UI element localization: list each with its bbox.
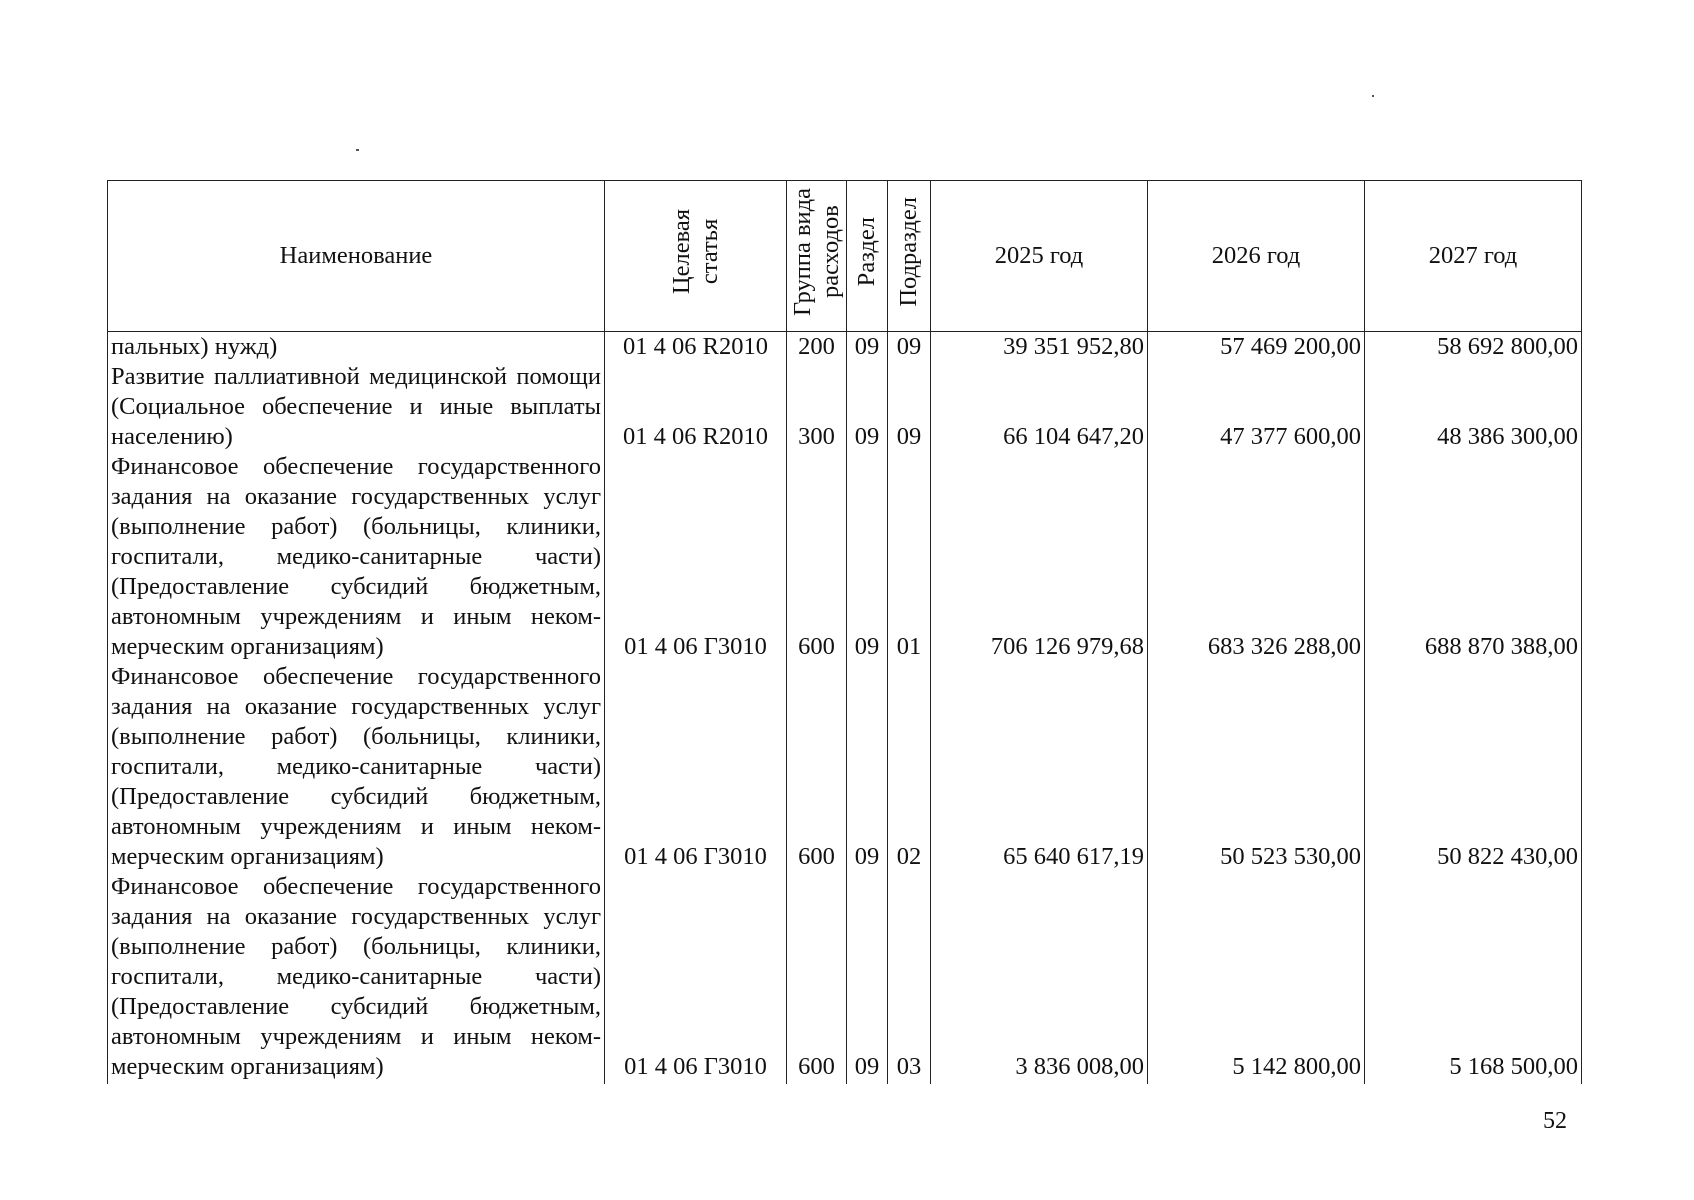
row-name: Финансовое обеспечение государственного задания на оказание государственных услуг (выполнение работ) (больницы, клиники, госпитали, медико-санитарные части) (Предоставление субсидий бюджетным, автономным учреждениям и иным некоммерческим организациям)	[108, 872, 605, 1084]
row-amount-2027: 688 870 388,00	[1365, 452, 1582, 662]
row-subsection: 09	[888, 362, 931, 452]
row-name: Развитие паллиативной медицинской помощи (Социальное обеспечение и иные выплаты населению)	[108, 362, 605, 452]
row-amount-2026: 5 142 800,00	[1148, 872, 1365, 1084]
row-amount-2025: 39 351 952,80	[931, 332, 1148, 363]
header-year-2026: 2026 год	[1148, 181, 1365, 332]
row-amount-2026: 50 523 530,00	[1148, 662, 1365, 872]
scan-speck	[1372, 95, 1374, 97]
row-target-article: 01 4 06 R2010	[605, 332, 787, 363]
row-amount-2025: 66 104 647,20	[931, 362, 1148, 452]
row-amount-2025: 706 126 979,68	[931, 452, 1148, 662]
row-expense-group: 300	[787, 362, 847, 452]
row-target-article: 01 4 06 R2010	[605, 362, 787, 452]
header-section: Раздел	[847, 181, 888, 332]
expenditure-table	[107, 180, 1582, 1084]
row-amount-2027: 58 692 800,00	[1365, 332, 1582, 363]
scan-speck	[356, 149, 359, 151]
row-target-article: 01 4 06 Г3010	[605, 662, 787, 872]
header-year-2025: 2025 год	[931, 181, 1148, 332]
header-year-2027: 2027 год	[1365, 181, 1582, 332]
row-target-article: 01 4 06 Г3010	[605, 872, 787, 1084]
header-name: Наименование	[108, 181, 605, 332]
row-amount-2026: 57 469 200,00	[1148, 332, 1365, 363]
header-expense-group: Группа вида расходов	[787, 181, 847, 332]
row-expense-group: 600	[787, 872, 847, 1084]
row-subsection: 01	[888, 452, 931, 662]
row-section: 09	[847, 872, 888, 1084]
table-row	[108, 362, 1582, 452]
row-expense-group: 200	[787, 332, 847, 363]
table-row	[108, 452, 1582, 662]
table-row	[108, 872, 1582, 1084]
row-section: 09	[847, 362, 888, 452]
row-amount-2026: 683 326 288,00	[1148, 452, 1365, 662]
row-amount-2027: 48 386 300,00	[1365, 362, 1582, 452]
row-amount-2027: 5 168 500,00	[1365, 872, 1582, 1084]
table-row	[108, 662, 1582, 872]
row-amount-2027: 50 822 430,00	[1365, 662, 1582, 872]
page-number: 52	[1543, 1108, 1567, 1134]
table-row	[108, 332, 1582, 363]
row-amount-2025: 3 836 008,00	[931, 872, 1148, 1084]
row-section: 09	[847, 662, 888, 872]
row-expense-group: 600	[787, 452, 847, 662]
table-header-row	[108, 181, 1582, 332]
row-expense-group: 600	[787, 662, 847, 872]
row-amount-2026: 47 377 600,00	[1148, 362, 1365, 452]
row-name: пальных) нужд)	[108, 332, 605, 363]
row-subsection: 09	[888, 332, 931, 363]
header-target-article: Целевая статья	[605, 181, 787, 332]
row-section: 09	[847, 452, 888, 662]
row-section: 09	[847, 332, 888, 363]
row-subsection: 03	[888, 872, 931, 1084]
row-target-article: 01 4 06 Г3010	[605, 452, 787, 662]
row-name: Финансовое обеспечение государственного задания на оказание государственных услуг (выполнение работ) (больницы, клиники, госпитали, медико-санитарные части) (Предоставление субсидий бюджетным, автономным учреждениям и иным некоммерческим организациям)	[108, 662, 605, 872]
row-subsection: 02	[888, 662, 931, 872]
row-amount-2025: 65 640 617,19	[931, 662, 1148, 872]
row-name: Финансовое обеспечение государственного задания на оказание государственных услуг (выполнение работ) (больницы, клиники, госпитали, медико-санитарные части) (Предоставление субсидий бюджетным, автономным учреждениям и иным некоммерческим организациям)	[108, 452, 605, 662]
header-subsection: Подраздел	[888, 181, 931, 332]
